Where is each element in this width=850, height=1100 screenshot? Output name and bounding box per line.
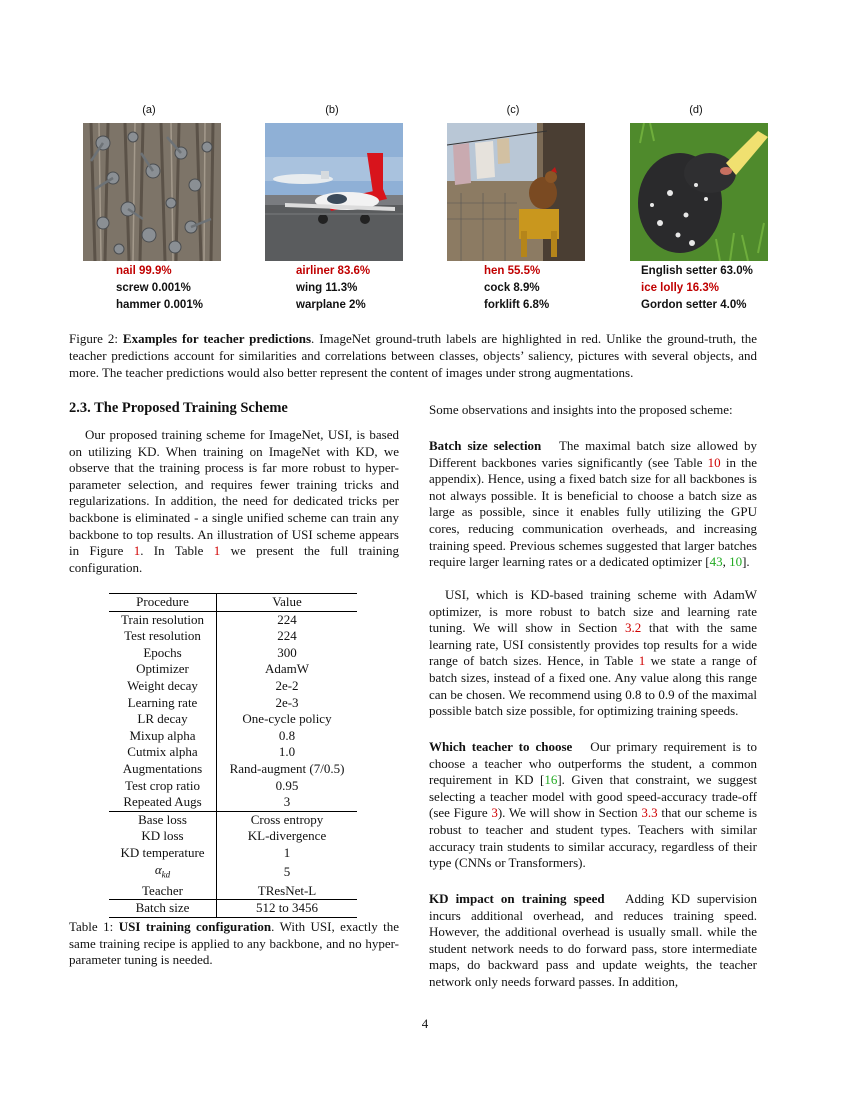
prediction-second: wing 11.3% xyxy=(296,282,358,294)
caption-body: . ImageNet ground-truth labels are highlighted in red. Unlike the ground-truth, the teacher predictions account for similarities and correlations between classes, objects’ saliency, pictures with several objects, and more. The teacher predictions would also better represent the content of images under strong augmentations. xyxy=(69,331,757,380)
citation-link[interactable]: 43 xyxy=(709,554,723,570)
table-row xyxy=(109,828,357,845)
right-intro: Some observations and insights into the proposed scheme: xyxy=(429,402,733,417)
table-row xyxy=(109,778,357,795)
prediction-third: forklift 6.8% xyxy=(484,299,550,311)
value-cell: 2e-2 xyxy=(275,677,299,693)
procedure-cell: KD loss xyxy=(109,828,217,845)
procedure-cell: Batch size xyxy=(109,900,217,918)
value-cell: 5 xyxy=(283,863,291,879)
prediction-third: Gordon setter 4.0% xyxy=(641,299,747,311)
teacher-paragraph: Which teacher to choose Our primary requirement is to choose a teacher who outperforms the student, a common requirement in KD [16]. Given that constraint, we suggest selecting a teacher model with good speed-accuracy trade-off (see Figure 3). We will show in Section 3.3 that our scheme is robust to teacher and student types. Teachers with similar accuracy train students to similar accuracy, regardless of their type (CNNs or Transformers). xyxy=(429,739,758,871)
table-header: Value xyxy=(217,594,358,612)
panel-label-c: (c) xyxy=(506,104,520,116)
prediction-third: hammer 0.001% xyxy=(116,299,203,311)
procedure-cell: Weight decay xyxy=(109,678,217,695)
value-cell: 2e-3 xyxy=(275,694,299,710)
photo-airplane xyxy=(265,123,403,261)
prediction-top: hen 55.5% xyxy=(484,265,541,277)
table-row xyxy=(109,811,357,828)
value-cell: 300 xyxy=(277,644,297,660)
procedure-cell: Base loss xyxy=(109,811,217,828)
caption-prefix: Figure 2: xyxy=(69,331,118,346)
procedure-cell: Test crop ratio xyxy=(109,778,217,795)
figure-ref-link[interactable]: 3 xyxy=(491,805,498,821)
table-row xyxy=(109,611,357,628)
photo-dog xyxy=(630,123,768,261)
table-row xyxy=(109,883,357,900)
value-cell: TResNet-L xyxy=(257,882,317,898)
table-row xyxy=(109,900,357,918)
predictions-d xyxy=(641,263,753,314)
batch-size-paragraph: Batch size selection The maximal batch size allowed by Different backbones varies significantly (see Table 10 in the appendix). Hence, using a fixed batch size for all backbones is not always possible. It is beneficial to choose a batch size as large as possible, since it enables fully utilizing the GPU cores, reducing communication overheads, and increasing training speed. Previous schemes suggested that larger batches require larger learning rates or a dedicated optimizer [43, 10]. xyxy=(429,438,758,570)
table-row xyxy=(109,744,357,761)
value-cell: 512 to 3456 xyxy=(217,900,358,918)
kd-speed-heading: KD impact on training speed xyxy=(429,891,605,906)
prediction-second: ice lolly 16.3% xyxy=(641,282,719,294)
predictions-c xyxy=(484,263,549,314)
procedure-cell: Optimizer xyxy=(109,661,217,678)
table-row xyxy=(109,645,357,662)
section-ref-link[interactable]: 3.2 xyxy=(624,620,642,636)
procedure-cell: KD temperature xyxy=(109,845,217,862)
figure-ref-link[interactable]: 1 xyxy=(133,543,141,559)
value-cell: 224 xyxy=(277,611,297,627)
table-row xyxy=(109,711,357,728)
table-header: Procedure xyxy=(109,594,217,612)
procedure-cell: Mixup alpha xyxy=(109,728,217,745)
table-row xyxy=(109,661,357,678)
table-row xyxy=(109,695,357,712)
table-row xyxy=(109,845,357,862)
prediction-top: airliner 83.6% xyxy=(296,265,371,277)
table-row xyxy=(109,862,357,883)
prediction-top: nail 99.9% xyxy=(116,265,172,277)
citation-link[interactable]: 16 xyxy=(544,772,558,788)
photo-hen xyxy=(447,123,585,261)
value-cell: 0.95 xyxy=(275,777,299,793)
value-cell: 1.0 xyxy=(278,744,296,760)
prediction-top: English setter 63.0% xyxy=(641,265,753,277)
table-row xyxy=(109,628,357,645)
page-number: 4 xyxy=(421,1016,429,1031)
value-cell: KL-divergence xyxy=(247,828,327,844)
photo-nails xyxy=(83,123,221,261)
procedure-cell: Augmentations xyxy=(109,761,217,778)
alpha-kd-symbol: $\alpha_{kd}$ xyxy=(154,861,171,880)
panel-label-b: (b) xyxy=(325,104,339,116)
citation-link[interactable]: 10 xyxy=(729,554,743,570)
predictions-a xyxy=(116,263,203,314)
table-row xyxy=(109,728,357,745)
prediction-second: cock 8.9% xyxy=(484,282,540,294)
table-caption xyxy=(69,919,399,969)
table-ref-link[interactable]: 1 xyxy=(213,543,221,559)
predictions-b xyxy=(296,263,370,314)
procedure-cell: Cutmix alpha xyxy=(109,744,217,761)
usi-paragraph: USI, which is KD-based training scheme with AdamW optimizer, is more robust to batch size and learning rate tuning. We will show in Section 3.2 that with the same learning rate, USI consistently provides top results for a wide range of batch sizes. Hence, in Table 1 we state a range of batch sizes, instead of a fixed one. Any value along this range can be chosen. We recommend using 0.8 to 0.9 of the maximal possible batch size possible, for optimizing training speeds. xyxy=(429,587,757,719)
table-ref-link[interactable]: 10 xyxy=(707,454,721,470)
panel-label-d: (d) xyxy=(689,104,703,116)
table-row xyxy=(109,794,357,811)
caption-bold: Examples for teacher predictions xyxy=(122,331,312,346)
table-caption-body: . With USI, exactly the same training recipe is applied to any backbone, and no hyper-parameter tuning is needed. xyxy=(69,919,400,968)
value-cell: Rand-augment (7/0.5) xyxy=(229,760,345,776)
value-cell: One-cycle policy xyxy=(242,711,332,727)
procedure-cell: LR decay xyxy=(109,711,217,728)
value-cell: AdamW xyxy=(264,661,310,677)
procedure-cell: Learning rate xyxy=(109,695,217,712)
left-paragraph: Our proposed training scheme for ImageNet, USI, is based on utilizing KD. When training on ImageNet with KD, we observe that the training process is far more robust to hyper-parameter selection, and requires fewer training tricks and regularizations. In addition, the need for dedicated tricks per backbone is eliminated - a single unified scheme can train any backbone to top results. An illustration of USI scheme appears in Figure 1. In Table 1 we present the full training configuration. xyxy=(69,427,399,575)
panel-label-a: (a) xyxy=(142,104,156,116)
batch-size-heading: Batch size selection xyxy=(429,438,542,453)
procedure-cell: Teacher xyxy=(109,883,217,900)
table-caption-bold: USI training configuration xyxy=(118,919,272,934)
procedure-cell: Train resolution xyxy=(109,611,217,628)
procedure-cell: Repeated Augs xyxy=(109,794,217,811)
value-cell: 0.8 xyxy=(278,727,296,743)
value-cell: 1 xyxy=(283,844,291,860)
prediction-third: warplane 2% xyxy=(296,299,366,311)
kd-speed-paragraph: KD impact on training speed Adding KD supervision incurs additional overhead, and reduces training speed. However, the additional overhead is usually small. while the student network needs to do forward pass, store intermediate maps, do backward pass and update weights, the teacher network only needs forward passes. In addition, xyxy=(429,891,758,989)
section-ref-link[interactable]: 3.3 xyxy=(641,805,658,821)
table-ref-link[interactable]: 1 xyxy=(638,653,646,669)
teacher-heading: Which teacher to choose xyxy=(429,739,573,754)
table-row xyxy=(109,761,357,778)
procedure-cell xyxy=(109,862,217,883)
figure-caption xyxy=(69,330,757,381)
section-heading: 2.3. The Proposed Training Scheme xyxy=(69,400,288,416)
prediction-second: screw 0.001% xyxy=(116,282,191,294)
table-row xyxy=(109,678,357,695)
value-cell: Cross entropy xyxy=(217,811,358,828)
table-caption-prefix: Table 1: xyxy=(69,919,114,934)
value-cell: 3 xyxy=(283,794,291,810)
procedure-cell: Test resolution xyxy=(109,628,217,645)
value-cell: 224 xyxy=(277,628,297,644)
procedure-cell: Epochs xyxy=(109,645,217,662)
config-table xyxy=(109,593,357,918)
